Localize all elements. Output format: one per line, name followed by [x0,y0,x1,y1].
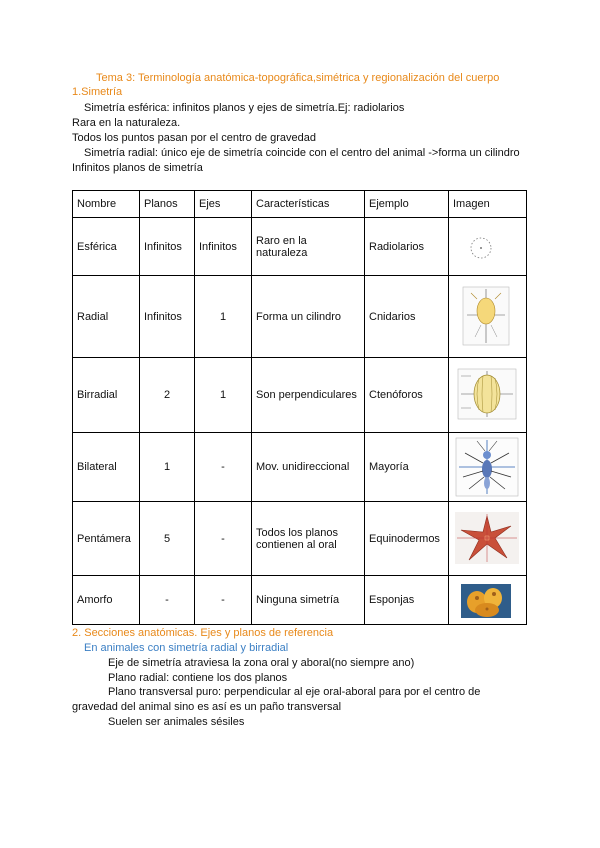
page-title: Tema 3: Terminología anatómica-topográfica,simétrica y regionalización del cuerpo [96,72,500,84]
cell-planos: - [140,576,195,625]
section-subtitle: En animales con simetría radial y birradial [84,642,289,654]
cell-ejes: - [195,502,252,576]
cell-ejes: 1 [195,358,252,433]
table-row [73,358,527,433]
cell-ejes: - [195,576,252,625]
cell-imagen [449,358,527,433]
header-planos: Planos [140,191,195,218]
cell-caracteristicas: Ninguna simetría [252,576,365,625]
cell-ejemplo: Radiolarios [365,218,449,276]
cell-planos: 1 [140,433,195,502]
cell-nombre: Bilateral [73,433,140,502]
ctenophore-diagram-icon [457,368,517,420]
cell-imagen [449,276,527,358]
cell-nombre: Amorfo [73,576,140,625]
cell-ejemplo: Equinodermos [365,502,449,576]
cell-planos: 5 [140,502,195,576]
intro-line-2: Rara en la naturaleza. [72,117,181,129]
table-row [73,218,527,276]
insect-diagram-icon [455,437,519,497]
section2-line-1: Eje de simetría atraviesa la zona oral y aboral(no siempre ano) [108,657,415,669]
intro-line-4: Simetría radial: único eje de simetría coincide con el centro del animal ->forma un cilindro [84,147,520,159]
cell-ejes: 1 [195,276,252,358]
cell-nombre: Radial [73,276,140,358]
cell-ejemplo: Ctenóforos [365,358,449,433]
radiolarian-sketch-icon [467,234,495,262]
cell-imagen [449,502,527,576]
table-row [73,576,527,625]
cell-imagen [449,218,527,276]
cell-ejes: Infinitos [195,218,252,276]
section-heading-secciones: 2. Secciones anatómicas. Ejes y planos de referencia [72,627,334,639]
cell-ejemplo: Mayoría [365,433,449,502]
section2-line-2: Plano radial: contiene los dos planos [108,672,288,684]
cell-ejes: - [195,433,252,502]
cnidarian-diagram-icon [461,285,511,347]
cell-planos: Infinitos [140,218,195,276]
cell-nombre: Pentámera [73,502,140,576]
cell-caracteristicas: Forma un cilindro [252,276,365,358]
section-heading-simetria: 1.Simetría [72,86,123,98]
table-header-row [73,191,527,218]
cell-imagen [449,433,527,502]
header-caracteristicas: Características [252,191,365,218]
symmetry-table [72,190,527,625]
intro-line-3: Todos los puntos pasan por el centro de gravedad [72,132,316,144]
section2-line-5: Suelen ser animales sésiles [108,716,245,728]
cell-caracteristicas: Son perpendiculares [252,358,365,433]
cell-caracteristicas: Raro en la naturaleza [252,218,365,276]
sponge-photo-icon [461,584,511,618]
table-row [73,502,527,576]
cell-nombre: Esférica [73,218,140,276]
section2-line-4: gravedad del animal sino es así es un paño transversal [72,701,342,713]
cell-imagen [449,576,527,625]
intro-line-1: Simetría esférica: infinitos planos y ejes de simetría.Ej: radiolarios [84,102,405,114]
cell-planos: Infinitos [140,276,195,358]
intro-line-5: Infinitos planos de simetría [72,162,203,174]
section2-line-3: Plano transversal puro: perpendicular al eje oral-aboral para por el centro de [108,686,481,698]
table-row [73,276,527,358]
header-nombre: Nombre [73,191,140,218]
table-row [73,433,527,502]
cell-planos: 2 [140,358,195,433]
cell-ejemplo: Esponjas [365,576,449,625]
header-ejes: Ejes [195,191,252,218]
header-imagen: Imagen [449,191,527,218]
cell-caracteristicas: Todos los planos contienen al oral [252,502,365,576]
cell-caracteristicas: Mov. unidireccional [252,433,365,502]
cell-ejemplo: Cnidarios [365,276,449,358]
starfish-photo-icon [455,512,519,564]
cell-nombre: Birradial [73,358,140,433]
header-ejemplo: Ejemplo [365,191,449,218]
